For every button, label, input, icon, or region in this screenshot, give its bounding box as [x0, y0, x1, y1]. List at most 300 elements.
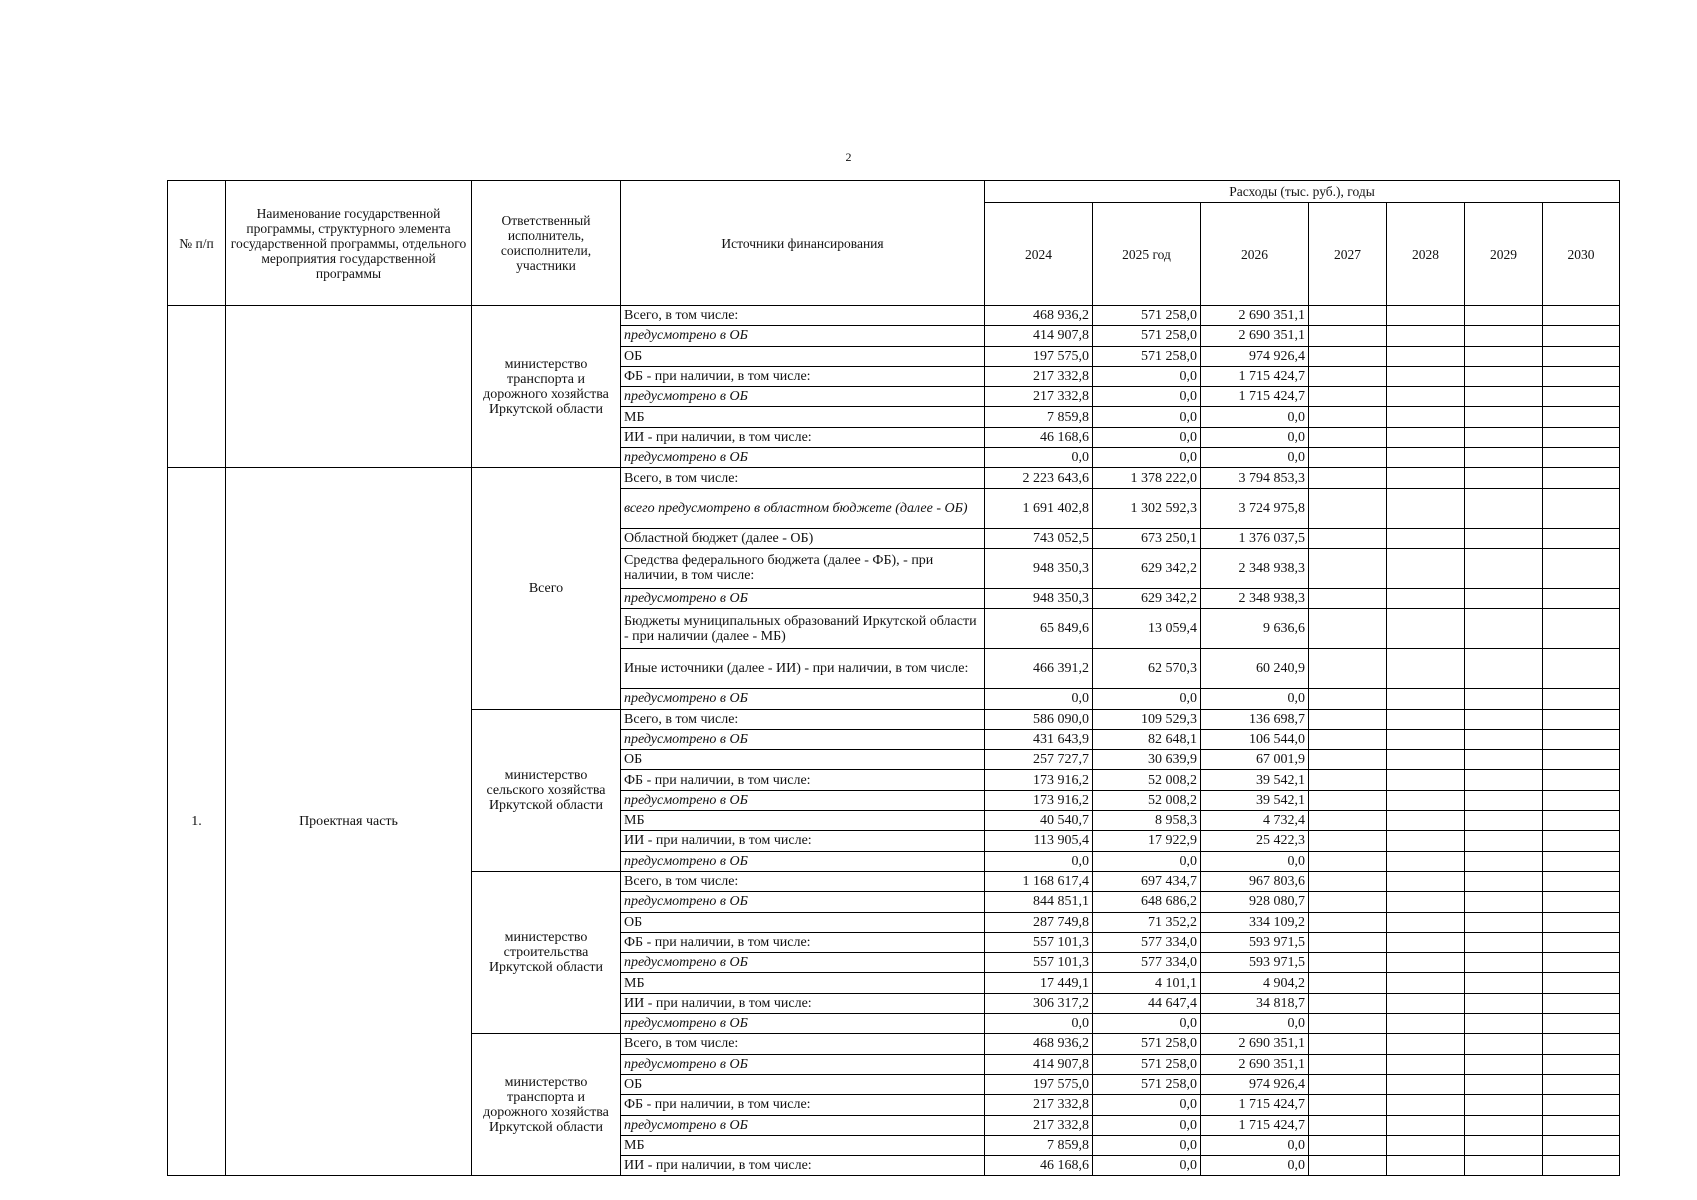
empty-year-cell — [1309, 750, 1387, 770]
empty-year-cell — [1309, 326, 1387, 346]
amount-cell: 0,0 — [1093, 448, 1201, 468]
empty-year-cell — [1309, 548, 1387, 588]
empty-year-cell — [1465, 548, 1543, 588]
empty-year-cell — [1465, 811, 1543, 831]
empty-year-cell — [1543, 912, 1620, 932]
empty-year-cell — [1465, 729, 1543, 749]
empty-year-cell — [1543, 468, 1620, 488]
empty-year-cell — [1387, 1034, 1465, 1054]
empty-year-cell — [1465, 366, 1543, 386]
header-year: 2030 — [1543, 203, 1620, 306]
empty-year-cell — [1387, 407, 1465, 427]
empty-year-cell — [1387, 1115, 1465, 1135]
amount-cell: 217 332,8 — [985, 387, 1093, 407]
amount-cell: 948 350,3 — [985, 588, 1093, 608]
empty-year-cell — [1465, 1034, 1543, 1054]
empty-year-cell — [1309, 448, 1387, 468]
empty-year-cell — [1543, 588, 1620, 608]
funding-source: ФБ - при наличии, в том числе: — [621, 1095, 985, 1115]
amount-cell: 557 101,3 — [985, 932, 1093, 952]
empty-year-cell — [1309, 1034, 1387, 1054]
funding-source: МБ — [621, 1135, 985, 1155]
empty-year-cell — [1543, 1014, 1620, 1034]
empty-year-cell — [1543, 427, 1620, 447]
table-body — [168, 306, 1620, 1176]
amount-cell: 629 342,2 — [1093, 548, 1201, 588]
amount-cell: 0,0 — [985, 1014, 1093, 1034]
amount-cell: 30 639,9 — [1093, 750, 1201, 770]
empty-year-cell — [1309, 488, 1387, 528]
amount-cell: 7 859,8 — [985, 1135, 1093, 1155]
amount-cell: 1 378 222,0 — [1093, 468, 1201, 488]
empty-year-cell — [1309, 1115, 1387, 1135]
funding-source: предусмотрено в ОБ — [621, 790, 985, 810]
amount-cell: 39 542,1 — [1201, 790, 1309, 810]
empty-year-cell — [1465, 609, 1543, 649]
empty-year-cell — [1309, 1074, 1387, 1094]
amount-cell: 844 851,1 — [985, 892, 1093, 912]
funding-source: Всего, в том числе: — [621, 709, 985, 729]
amount-cell: 217 332,8 — [985, 1115, 1093, 1135]
empty-year-cell — [1543, 993, 1620, 1013]
empty-year-cell — [1387, 851, 1465, 871]
empty-year-cell — [1465, 912, 1543, 932]
funding-source: предусмотрено в ОБ — [621, 953, 985, 973]
empty-year-cell — [1465, 1156, 1543, 1176]
amount-cell: 577 334,0 — [1093, 953, 1201, 973]
amount-cell: 106 544,0 — [1201, 729, 1309, 749]
program-name — [226, 306, 472, 468]
empty-year-cell — [1309, 387, 1387, 407]
empty-year-cell — [1309, 1135, 1387, 1155]
empty-year-cell — [1543, 326, 1620, 346]
amount-cell: 743 052,5 — [985, 528, 1093, 548]
empty-year-cell — [1387, 993, 1465, 1013]
empty-year-cell — [1543, 953, 1620, 973]
funding-source: Областной бюджет (далее - ОБ) — [621, 528, 985, 548]
empty-year-cell — [1387, 973, 1465, 993]
empty-year-cell — [1543, 528, 1620, 548]
empty-year-cell — [1309, 1054, 1387, 1074]
empty-year-cell — [1309, 770, 1387, 790]
amount-cell: 44 647,4 — [1093, 993, 1201, 1013]
funding-source: предусмотрено в ОБ — [621, 892, 985, 912]
funding-source: ОБ — [621, 346, 985, 366]
amount-cell: 974 926,4 — [1201, 1074, 1309, 1094]
funding-source: Средства федерального бюджета (далее - ФБ), - при наличии, в том числе: — [621, 548, 985, 588]
amount-cell: 1 715 424,7 — [1201, 1095, 1309, 1115]
funding-source: Всего, в том числе: — [621, 1034, 985, 1054]
amount-cell: 593 971,5 — [1201, 953, 1309, 973]
empty-year-cell — [1309, 306, 1387, 326]
empty-year-cell — [1465, 448, 1543, 468]
empty-year-cell — [1465, 427, 1543, 447]
amount-cell: 7 859,8 — [985, 407, 1093, 427]
amount-cell: 0,0 — [1201, 1014, 1309, 1034]
amount-cell: 697 434,7 — [1093, 871, 1201, 891]
amount-cell: 0,0 — [1093, 427, 1201, 447]
empty-year-cell — [1387, 811, 1465, 831]
amount-cell: 571 258,0 — [1093, 326, 1201, 346]
amount-cell: 468 936,2 — [985, 1034, 1093, 1054]
empty-year-cell — [1309, 588, 1387, 608]
amount-cell: 60 240,9 — [1201, 649, 1309, 689]
funding-source: предусмотрено в ОБ — [621, 1014, 985, 1034]
amount-cell: 306 317,2 — [985, 993, 1093, 1013]
empty-year-cell — [1543, 387, 1620, 407]
funding-source: предусмотрено в ОБ — [621, 588, 985, 608]
empty-year-cell — [1309, 953, 1387, 973]
empty-year-cell — [1309, 892, 1387, 912]
funding-source: предусмотрено в ОБ — [621, 387, 985, 407]
empty-year-cell — [1465, 953, 1543, 973]
empty-year-cell — [1387, 892, 1465, 912]
amount-cell: 40 540,7 — [985, 811, 1093, 831]
empty-year-cell — [1309, 346, 1387, 366]
header-year: 2029 — [1465, 203, 1543, 306]
empty-year-cell — [1309, 871, 1387, 891]
amount-cell: 9 636,6 — [1201, 609, 1309, 649]
empty-year-cell — [1387, 468, 1465, 488]
amount-cell: 3 794 853,3 — [1201, 468, 1309, 488]
amount-cell: 2 348 938,3 — [1201, 548, 1309, 588]
empty-year-cell — [1543, 548, 1620, 588]
empty-year-cell — [1543, 1034, 1620, 1054]
amount-cell: 3 724 975,8 — [1201, 488, 1309, 528]
amount-cell: 0,0 — [1201, 1135, 1309, 1155]
amount-cell: 113 905,4 — [985, 831, 1093, 851]
amount-cell: 648 686,2 — [1093, 892, 1201, 912]
empty-year-cell — [1543, 346, 1620, 366]
empty-year-cell — [1543, 932, 1620, 952]
amount-cell: 2 690 351,1 — [1201, 1034, 1309, 1054]
funding-source: ФБ - при наличии, в том числе: — [621, 366, 985, 386]
funding-source: предусмотрено в ОБ — [621, 1115, 985, 1135]
empty-year-cell — [1387, 326, 1465, 346]
empty-year-cell — [1543, 1135, 1620, 1155]
amount-cell: 52 008,2 — [1093, 790, 1201, 810]
empty-year-cell — [1387, 1074, 1465, 1094]
amount-cell: 1 168 617,4 — [985, 871, 1093, 891]
empty-year-cell — [1465, 346, 1543, 366]
empty-year-cell — [1465, 1074, 1543, 1094]
amount-cell: 0,0 — [1201, 851, 1309, 871]
empty-year-cell — [1387, 689, 1465, 709]
funding-source: ОБ — [621, 912, 985, 932]
empty-year-cell — [1543, 831, 1620, 851]
empty-year-cell — [1387, 427, 1465, 447]
header-year: 2024 — [985, 203, 1093, 306]
empty-year-cell — [1465, 993, 1543, 1013]
amount-cell: 136 698,7 — [1201, 709, 1309, 729]
amount-cell: 71 352,2 — [1093, 912, 1201, 932]
amount-cell: 46 168,6 — [985, 427, 1093, 447]
empty-year-cell — [1387, 729, 1465, 749]
empty-year-cell — [1543, 1074, 1620, 1094]
header-sources: Источники финансирования — [621, 181, 985, 306]
amount-cell: 4 732,4 — [1201, 811, 1309, 831]
amount-cell: 1 715 424,7 — [1201, 387, 1309, 407]
responsible-executor: министерство транспорта и дорожного хозяйства Иркутской области — [472, 306, 621, 468]
header-year: 2028 — [1387, 203, 1465, 306]
amount-cell: 1 302 592,3 — [1093, 488, 1201, 528]
amount-cell: 62 570,3 — [1093, 649, 1201, 689]
amount-cell: 173 916,2 — [985, 790, 1093, 810]
funding-source: предусмотрено в ОБ — [621, 689, 985, 709]
empty-year-cell — [1309, 366, 1387, 386]
funding-source: Всего, в том числе: — [621, 468, 985, 488]
empty-year-cell — [1387, 750, 1465, 770]
amount-cell: 334 109,2 — [1201, 912, 1309, 932]
amount-cell: 673 250,1 — [1093, 528, 1201, 548]
responsible-executor: министерство сельского хозяйства Иркутской области — [472, 709, 621, 871]
amount-cell: 2 690 351,1 — [1201, 326, 1309, 346]
amount-cell: 586 090,0 — [985, 709, 1093, 729]
amount-cell: 0,0 — [1093, 689, 1201, 709]
empty-year-cell — [1387, 649, 1465, 689]
amount-cell: 65 849,6 — [985, 609, 1093, 649]
empty-year-cell — [1387, 790, 1465, 810]
amount-cell: 431 643,9 — [985, 729, 1093, 749]
amount-cell: 25 422,3 — [1201, 831, 1309, 851]
empty-year-cell — [1465, 1115, 1543, 1135]
empty-year-cell — [1543, 871, 1620, 891]
empty-year-cell — [1465, 973, 1543, 993]
empty-year-cell — [1309, 407, 1387, 427]
empty-year-cell — [1387, 1014, 1465, 1034]
funding-source: МБ — [621, 811, 985, 831]
empty-year-cell — [1387, 932, 1465, 952]
amount-cell: 4 101,1 — [1093, 973, 1201, 993]
responsible-executor: министерство строительства Иркутской области — [472, 871, 621, 1033]
empty-year-cell — [1543, 709, 1620, 729]
empty-year-cell — [1309, 427, 1387, 447]
header-num: № п/п — [168, 181, 226, 306]
empty-year-cell — [1465, 387, 1543, 407]
funding-source: Всего, в том числе: — [621, 306, 985, 326]
amount-cell: 82 648,1 — [1093, 729, 1201, 749]
funding-source: Бюджеты муниципальных образований Иркутской области - при наличии (далее - МБ) — [621, 609, 985, 649]
amount-cell: 17 449,1 — [985, 973, 1093, 993]
empty-year-cell — [1465, 1095, 1543, 1115]
empty-year-cell — [1543, 973, 1620, 993]
empty-year-cell — [1543, 811, 1620, 831]
empty-year-cell — [1465, 468, 1543, 488]
empty-year-cell — [1465, 851, 1543, 871]
amount-cell: 629 342,2 — [1093, 588, 1201, 608]
empty-year-cell — [1543, 1095, 1620, 1115]
amount-cell: 109 529,3 — [1093, 709, 1201, 729]
amount-cell: 571 258,0 — [1093, 1054, 1201, 1074]
empty-year-cell — [1387, 528, 1465, 548]
amount-cell: 1 715 424,7 — [1201, 1115, 1309, 1135]
empty-year-cell — [1543, 892, 1620, 912]
amount-cell: 0,0 — [985, 689, 1093, 709]
budget-table — [167, 180, 1620, 1176]
funding-source: ИИ - при наличии, в том числе: — [621, 1156, 985, 1176]
amount-cell: 217 332,8 — [985, 366, 1093, 386]
header-year: 2025 год — [1093, 203, 1201, 306]
empty-year-cell — [1387, 1054, 1465, 1074]
empty-year-cell — [1465, 649, 1543, 689]
empty-year-cell — [1465, 306, 1543, 326]
amount-cell: 34 818,7 — [1201, 993, 1309, 1013]
funding-source: ИИ - при наличии, в том числе: — [621, 993, 985, 1013]
empty-year-cell — [1387, 1135, 1465, 1155]
empty-year-cell — [1309, 528, 1387, 548]
amount-cell: 571 258,0 — [1093, 1034, 1201, 1054]
amount-cell: 217 332,8 — [985, 1095, 1093, 1115]
amount-cell: 1 715 424,7 — [1201, 366, 1309, 386]
amount-cell: 0,0 — [1093, 1095, 1201, 1115]
empty-year-cell — [1387, 912, 1465, 932]
amount-cell: 0,0 — [1093, 387, 1201, 407]
empty-year-cell — [1387, 953, 1465, 973]
amount-cell: 0,0 — [1093, 366, 1201, 386]
empty-year-cell — [1543, 750, 1620, 770]
amount-cell: 0,0 — [985, 448, 1093, 468]
amount-cell: 557 101,3 — [985, 953, 1093, 973]
empty-year-cell — [1543, 407, 1620, 427]
empty-year-cell — [1387, 448, 1465, 468]
funding-source: ИИ - при наличии, в том числе: — [621, 427, 985, 447]
amount-cell: 39 542,1 — [1201, 770, 1309, 790]
empty-year-cell — [1543, 729, 1620, 749]
funding-source: предусмотрено в ОБ — [621, 1054, 985, 1074]
amount-cell: 0,0 — [1093, 1156, 1201, 1176]
empty-year-cell — [1387, 366, 1465, 386]
empty-year-cell — [1309, 468, 1387, 488]
amount-cell: 571 258,0 — [1093, 306, 1201, 326]
amount-cell: 13 059,4 — [1093, 609, 1201, 649]
funding-source: ОБ — [621, 750, 985, 770]
empty-year-cell — [1387, 387, 1465, 407]
amount-cell: 414 907,8 — [985, 326, 1093, 346]
empty-year-cell — [1465, 1014, 1543, 1034]
amount-cell: 414 907,8 — [985, 1054, 1093, 1074]
empty-year-cell — [1309, 973, 1387, 993]
empty-year-cell — [1465, 750, 1543, 770]
empty-year-cell — [1309, 1014, 1387, 1034]
responsible-executor: министерство транспорта и дорожного хозяйства Иркутской области — [472, 1034, 621, 1176]
empty-year-cell — [1543, 1115, 1620, 1135]
empty-year-cell — [1465, 831, 1543, 851]
amount-cell: 8 958,3 — [1093, 811, 1201, 831]
empty-year-cell — [1309, 729, 1387, 749]
amount-cell: 2 223 643,6 — [985, 468, 1093, 488]
empty-year-cell — [1309, 649, 1387, 689]
empty-year-cell — [1543, 306, 1620, 326]
empty-year-cell — [1465, 709, 1543, 729]
empty-year-cell — [1465, 407, 1543, 427]
amount-cell: 0,0 — [1201, 407, 1309, 427]
empty-year-cell — [1465, 1054, 1543, 1074]
responsible-executor: Всего — [472, 468, 621, 709]
header-name: Наименование государственной программы, структурного элемента государственной программы, отдельного мероприятия государственной программы — [226, 181, 472, 306]
empty-year-cell — [1387, 548, 1465, 588]
funding-source: ФБ - при наличии, в том числе: — [621, 932, 985, 952]
funding-source: Всего, в том числе: — [621, 871, 985, 891]
empty-year-cell — [1387, 306, 1465, 326]
empty-year-cell — [1309, 790, 1387, 810]
empty-year-cell — [1309, 709, 1387, 729]
table-row — [168, 306, 1620, 326]
empty-year-cell — [1465, 892, 1543, 912]
empty-year-cell — [1465, 932, 1543, 952]
empty-year-cell — [1387, 609, 1465, 649]
amount-cell: 17 922,9 — [1093, 831, 1201, 851]
funding-source: ФБ - при наличии, в том числе: — [621, 770, 985, 790]
amount-cell: 0,0 — [1093, 1135, 1201, 1155]
empty-year-cell — [1309, 912, 1387, 932]
empty-year-cell — [1309, 1095, 1387, 1115]
amount-cell: 1 376 037,5 — [1201, 528, 1309, 548]
empty-year-cell — [1309, 851, 1387, 871]
amount-cell: 287 749,8 — [985, 912, 1093, 932]
empty-year-cell — [1309, 932, 1387, 952]
empty-year-cell — [1543, 689, 1620, 709]
amount-cell: 46 168,6 — [985, 1156, 1093, 1176]
empty-year-cell — [1543, 790, 1620, 810]
amount-cell: 2 348 938,3 — [1201, 588, 1309, 608]
empty-year-cell — [1465, 488, 1543, 528]
funding-source: предусмотрено в ОБ — [621, 851, 985, 871]
empty-year-cell — [1543, 609, 1620, 649]
amount-cell: 928 080,7 — [1201, 892, 1309, 912]
amount-cell: 257 727,7 — [985, 750, 1093, 770]
empty-year-cell — [1387, 871, 1465, 891]
empty-year-cell — [1465, 871, 1543, 891]
amount-cell: 2 690 351,1 — [1201, 306, 1309, 326]
amount-cell: 197 575,0 — [985, 1074, 1093, 1094]
row-number — [168, 306, 226, 468]
funding-source: предусмотрено в ОБ — [621, 448, 985, 468]
amount-cell: 0,0 — [1093, 1014, 1201, 1034]
funding-source: Иные источники (далее - ИИ) - при наличии, в том числе: — [621, 649, 985, 689]
amount-cell: 0,0 — [1201, 689, 1309, 709]
page-number: 2 — [845, 150, 852, 164]
header-year: 2027 — [1309, 203, 1387, 306]
empty-year-cell — [1543, 1054, 1620, 1074]
empty-year-cell — [1543, 1156, 1620, 1176]
header-responsible: Ответственный исполнитель, соисполнители, участники — [472, 181, 621, 306]
amount-cell: 0,0 — [1201, 448, 1309, 468]
empty-year-cell — [1309, 831, 1387, 851]
header-expenses: Расходы (тыс. руб.), годы — [985, 181, 1620, 203]
amount-cell: 571 258,0 — [1093, 1074, 1201, 1094]
empty-year-cell — [1387, 709, 1465, 729]
amount-cell: 571 258,0 — [1093, 346, 1201, 366]
empty-year-cell — [1465, 790, 1543, 810]
empty-year-cell — [1309, 993, 1387, 1013]
amount-cell: 173 916,2 — [985, 770, 1093, 790]
amount-cell: 52 008,2 — [1093, 770, 1201, 790]
amount-cell: 0,0 — [1201, 427, 1309, 447]
amount-cell: 0,0 — [1093, 1115, 1201, 1135]
empty-year-cell — [1309, 1156, 1387, 1176]
funding-source: ИИ - при наличии, в том числе: — [621, 831, 985, 851]
funding-source: МБ — [621, 973, 985, 993]
empty-year-cell — [1387, 770, 1465, 790]
amount-cell: 0,0 — [1093, 851, 1201, 871]
empty-year-cell — [1543, 366, 1620, 386]
row-number: 1. — [168, 468, 226, 1176]
amount-cell: 2 690 351,1 — [1201, 1054, 1309, 1074]
program-name: Проектная часть — [226, 468, 472, 1176]
empty-year-cell — [1387, 346, 1465, 366]
funding-source: предусмотрено в ОБ — [621, 729, 985, 749]
empty-year-cell — [1543, 448, 1620, 468]
